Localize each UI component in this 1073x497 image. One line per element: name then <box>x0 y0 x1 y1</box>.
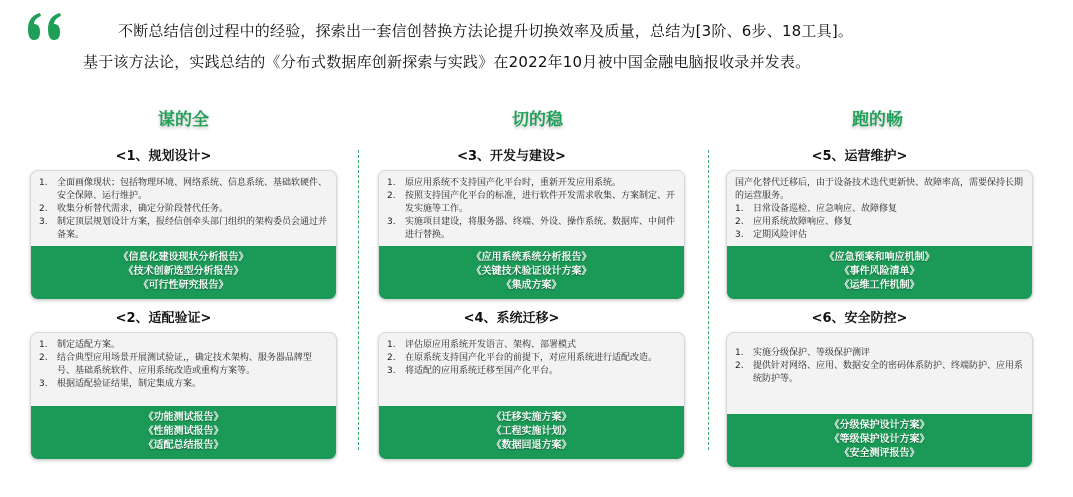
list-item: 3. 根据适配验证结果，制定集成方案。 <box>39 379 202 389</box>
deliverables-band <box>31 246 336 299</box>
list-item: 2. 提供针对网络、应用、数据安全的密码体系防护、终端防护、应用系统防护等。 <box>735 361 1024 384</box>
list-item: 1. 评估原应用系统开发语言、架构、部署模式 <box>387 340 577 350</box>
deliverable-doc: 《信息化建设现状分析报告》 <box>118 252 249 263</box>
list-item: 3. 定期风险评估 <box>735 230 808 240</box>
phase-card <box>726 170 1033 300</box>
deliverable-doc: 《工程实施计划》 <box>491 426 572 437</box>
phase-items <box>727 333 1032 414</box>
list-item: 3. 实施项目建设，将服务器、终端、外设、操作系统、数据库、中间件进行替换。 <box>387 217 676 240</box>
phase-title: <3、开发与建设> <box>457 149 566 164</box>
list-item: 2. 应用系统故障响应、修复 <box>735 217 853 227</box>
list-item: 2. 收集分析替代需求，确定分阶段替代任务。 <box>39 204 229 214</box>
deliverable-doc: 《安全测评报告》 <box>839 448 920 459</box>
phase-title: <1、规划设计> <box>115 149 212 164</box>
column-divider <box>708 150 709 450</box>
phase-items <box>727 171 1032 246</box>
deliverables-band <box>727 246 1032 299</box>
phase-card-security <box>726 310 1033 468</box>
phase-card-operations <box>726 148 1033 300</box>
intro-line-1: 不断总结信创过程中的经验，探索出一套信创替换方法论提升切换效率及质量，总结为[3阶、6步、18工具]。 <box>118 22 854 40</box>
column-title-switch: 切的稳 <box>512 110 563 130</box>
phase-card <box>378 332 685 460</box>
phase-title: <6、安全防控> <box>811 311 908 326</box>
phase-card-development <box>378 148 685 300</box>
list-item: 3. 制定顶层规划设计方案，报经信创牵头部门组织的架构委员会通过并备案。 <box>39 217 328 240</box>
deliverable-doc: 《功能测试报告》 <box>143 412 224 423</box>
phase-title: <4、系统迁移> <box>463 311 560 326</box>
deliverable-doc: 《运维工作机制》 <box>839 280 920 291</box>
phase-card <box>30 170 337 300</box>
column-divider <box>358 150 359 450</box>
deliverable-doc: 《应用系统系统分析报告》 <box>471 252 592 263</box>
phase-title: <5、运营维护> <box>811 149 908 164</box>
deliverable-doc: 《数据回退方案》 <box>491 440 572 451</box>
intro-line-2: 基于该方法论，实践总结的《分布式数据库创新探索与实践》在2022年10月被中国金融电脑报收录并发表。 <box>83 53 811 71</box>
deliverables-band <box>379 406 684 459</box>
deliverable-doc: 《关键技术验证设计方案》 <box>471 266 592 277</box>
column-title-plan: 谋的全 <box>158 110 209 130</box>
deliverable-doc: 《事件风险清单》 <box>839 266 920 277</box>
list-item: 2. 在原系统支持国产化平台的前提下，对应用系统进行适配改造。 <box>387 353 658 363</box>
deliverable-doc: 《分级保护设计方案》 <box>829 420 930 431</box>
list-item: 1. 全面画像现状；包括物理环境、网络系统、信息系统、基础软硬件、安全保障、运行维护。 <box>39 178 328 201</box>
list-item: 1. 制定适配方案。 <box>39 340 121 350</box>
deliverable-doc: 《迁移实施方案》 <box>491 412 572 423</box>
deliverable-doc: 《技术创新选型分析报告》 <box>123 266 244 277</box>
list-item: 1. 日常设备巡检、应急响应、故障修复 <box>735 204 898 214</box>
phase-items <box>379 171 684 246</box>
deliverable-doc: 《集成方案》 <box>501 280 562 291</box>
deliverable-doc: 《性能测试报告》 <box>143 426 224 437</box>
phase-card-validation <box>30 310 337 460</box>
list-item: 1. 实施分级保护、等级保护测评 <box>735 348 871 358</box>
phase-card <box>726 332 1033 468</box>
list-item: 3. 将适配的应用系统迁移至国产化平台。 <box>387 366 559 376</box>
deliverables-band <box>379 246 684 299</box>
deliverable-doc: 《适配总结报告》 <box>143 440 224 451</box>
deliverables-band <box>727 414 1032 467</box>
column-title-run: 跑的畅 <box>852 110 903 130</box>
phase-intro: 国产化替代迁移后，由于设备技术迭代更新快、故障率高，需要保持长期的运营服务。 <box>735 178 1024 201</box>
phase-items <box>31 171 336 246</box>
phase-card-migration <box>378 310 685 460</box>
phase-items <box>379 333 684 406</box>
deliverable-doc: 《等级保护设计方案》 <box>829 434 930 445</box>
phase-card-planning <box>30 148 337 300</box>
deliverable-doc: 《可行性研究报告》 <box>138 280 229 291</box>
phase-title: <2、适配验证> <box>115 311 212 326</box>
phase-card <box>30 332 337 460</box>
quote-icon <box>26 12 66 42</box>
phase-card <box>378 170 685 300</box>
list-item: 1. 原应用系统不支持国产化平台时，重新开发应用系统。 <box>387 178 622 188</box>
deliverable-doc: 《应急预案和响应机制》 <box>824 252 935 263</box>
phase-items <box>31 333 336 406</box>
list-item: 2. 结合典型应用场景开展测试验证,，确定技术架构、服务器品牌型号、基础系统软件、应用系统改造或重构方案等。 <box>39 353 312 376</box>
list-item: 2. 按照支持国产化平台的标准，进行软件开发需求收集、方案制定、开发实施等工作。 <box>387 191 676 214</box>
deliverables-band <box>31 406 336 459</box>
